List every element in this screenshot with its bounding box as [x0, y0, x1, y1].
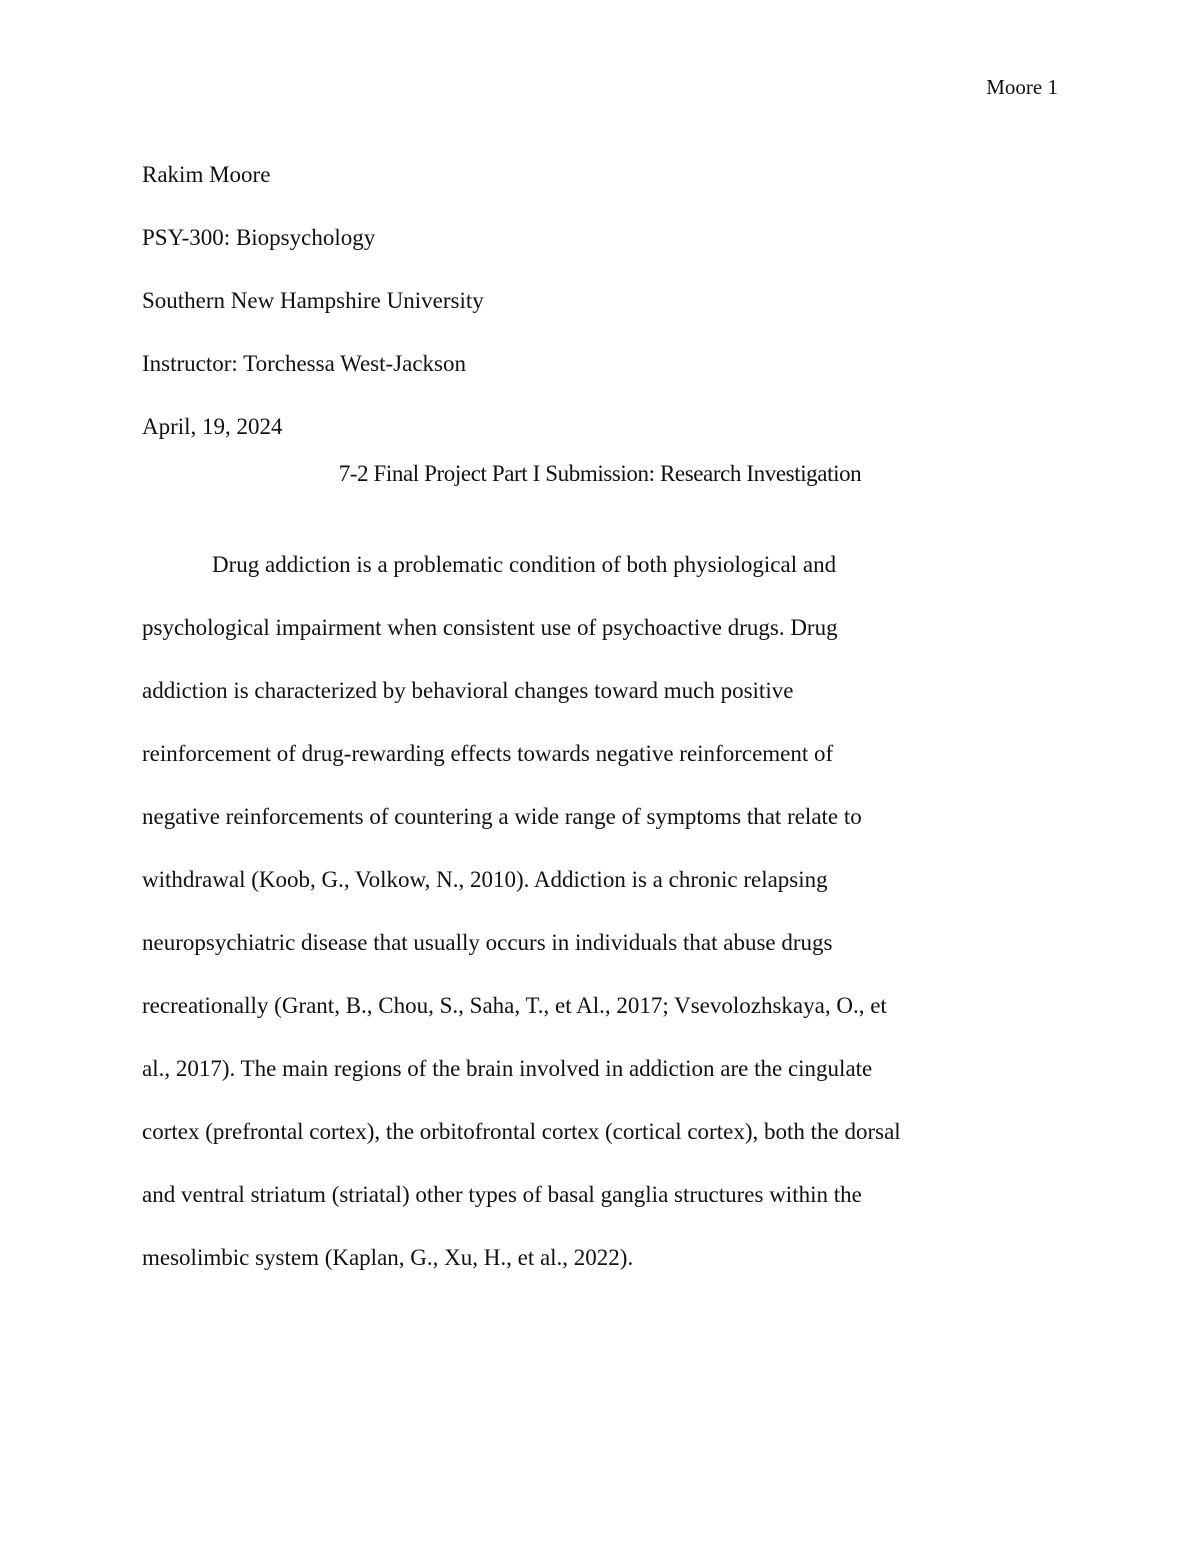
body-line: reinforcement of drug-rewarding effects towards negative reinforcement of — [142, 741, 834, 766]
body-line: addiction is characterized by behavioral changes toward much positive — [142, 678, 794, 703]
running-head: Moore 1 — [986, 75, 1058, 99]
submission-date: April, 19, 2024 — [142, 414, 283, 439]
body-line: mesolimbic system (Kaplan, G., Xu, H., et al., 2022). — [142, 1245, 634, 1270]
body-line: recreationally (Grant, B., Chou, S., Saha, T., et Al., 2017; Vsevolozhskaya, O., et — [142, 993, 887, 1018]
institution-name: Southern New Hampshire University — [142, 288, 484, 313]
body-line: withdrawal (Koob, G., Volkow, N., 2010). Addiction is a chronic relapsing — [142, 867, 828, 892]
body-paragraph — [142, 533, 1058, 1289]
body-line: Drug addiction is a problematic condition of both physiological and — [212, 552, 837, 577]
course-name: PSY-300: Biopsychology — [142, 225, 376, 250]
author-name: Rakim Moore — [142, 162, 271, 187]
body-line: al., 2017). The main regions of the brain involved in addiction are the cingulate — [142, 1056, 873, 1081]
heading-block — [142, 143, 1058, 458]
body-line: cortex (prefrontal cortex), the orbitofrontal cortex (cortical cortex), both the dorsal — [142, 1119, 901, 1144]
paper-title: 7-2 Final Project Part I Submission: Research Investigation — [338, 461, 862, 486]
body-line: negative reinforcements of countering a wide range of symptoms that relate to — [142, 804, 862, 829]
body-line: neuropsychiatric disease that usually occurs in individuals that abuse drugs — [142, 930, 833, 955]
instructor-name: Instructor: Torchessa West-Jackson — [142, 351, 466, 376]
body-line: psychological impairment when consistent use of psychoactive drugs. Drug — [142, 615, 838, 640]
body-line: and ventral striatum (striatal) other types of basal ganglia structures within the — [142, 1182, 862, 1207]
